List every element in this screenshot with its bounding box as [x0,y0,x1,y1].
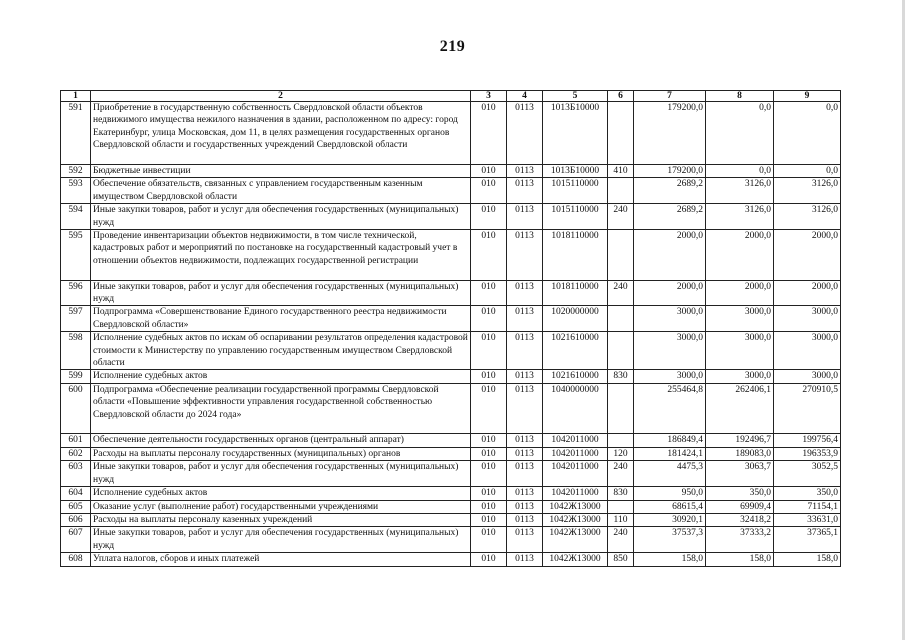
amount-year2-cell: 262406,1 [706,383,774,434]
amount-year3-cell: 3052,5 [774,461,841,487]
column-header: 8 [706,91,774,102]
row-name-cell: Расходы на выплаты персоналу государственных (муниципальных) органов [91,447,471,460]
section-code-cell: 0113 [507,178,543,204]
section-code-cell: 0113 [507,447,543,460]
amount-year3-cell: 3000,0 [774,332,841,370]
amount-year2-cell: 158,0 [706,553,774,566]
ministry-code-cell: 010 [471,332,507,370]
ministry-code-cell: 010 [471,165,507,178]
table-row [61,230,841,281]
target-article-cell: 1013Б10000 [543,165,608,178]
target-article-cell: 1013Б10000 [543,102,608,165]
row-name-cell: Иные закупки товаров, работ и услуг для обеспечения государственных (муниципальных) нужд [91,527,471,553]
row-name-cell: Приобретение в государственную собственность Свердловской области объектов недвижимого имущества нежилого назначения в здании, расположенном по адресу: город Екатеринбург, улица Московская, дом 11, в целях размещения государственных органов Свердловской области и государственных учреждений Свердловской области [91,102,471,165]
row-number-cell: 592 [61,165,91,178]
amount-year3-cell: 2000,0 [774,230,841,281]
table-row [61,280,841,306]
amount-year3-cell: 71154,1 [774,500,841,513]
section-code-cell: 0113 [507,383,543,434]
section-code-cell: 0113 [507,513,543,526]
ministry-code-cell: 010 [471,306,507,332]
ministry-code-cell: 010 [471,461,507,487]
row-name-cell: Бюджетные инвестиции [91,165,471,178]
amount-year3-cell: 0,0 [774,102,841,165]
ministry-code-cell: 010 [471,280,507,306]
table-row [61,500,841,513]
amount-year3-cell: 3000,0 [774,370,841,383]
table-row [61,553,841,566]
row-number-cell: 603 [61,461,91,487]
amount-year3-cell: 196353,9 [774,447,841,460]
row-number-cell: 593 [61,178,91,204]
expense-type-cell: 240 [608,204,634,230]
amount-year3-cell: 158,0 [774,553,841,566]
expense-type-cell [608,500,634,513]
amount-year2-cell: 192496,7 [706,434,774,447]
row-name-cell: Исполнение судебных актов по искам об оспаривании результатов определения кадастровой стоимости к Министерству по управлению государственным имуществом Свердловской области [91,332,471,370]
expense-type-cell [608,306,634,332]
amount-year1-cell: 2689,2 [634,204,706,230]
section-code-cell: 0113 [507,487,543,500]
budget-table [60,90,841,567]
amount-year1-cell: 255464,8 [634,383,706,434]
ministry-code-cell: 010 [471,434,507,447]
row-name-cell: Оказание услуг (выполнение работ) государственными учреждениями [91,500,471,513]
expense-type-cell: 830 [608,487,634,500]
expense-type-cell [608,383,634,434]
expense-type-cell [608,178,634,204]
ministry-code-cell: 010 [471,370,507,383]
section-code-cell: 0113 [507,280,543,306]
row-number-cell: 600 [61,383,91,434]
amount-year2-cell: 0,0 [706,165,774,178]
row-name-cell: Обеспечение обязательств, связанных с управлением государственным казенным имуществом Свердловской области [91,178,471,204]
amount-year2-cell: 2000,0 [706,280,774,306]
target-article-cell: 1042Ж13000 [543,527,608,553]
amount-year2-cell: 3126,0 [706,204,774,230]
amount-year2-cell: 3000,0 [706,306,774,332]
amount-year1-cell: 68615,4 [634,500,706,513]
ministry-code-cell: 010 [471,487,507,500]
row-name-cell: Иные закупки товаров, работ и услуг для обеспечения государственных (муниципальных) нужд [91,280,471,306]
column-header: 4 [507,91,543,102]
expense-type-cell: 240 [608,461,634,487]
row-number-cell: 605 [61,500,91,513]
ministry-code-cell: 010 [471,230,507,281]
expense-type-cell: 110 [608,513,634,526]
ministry-code-cell: 010 [471,527,507,553]
column-header: 2 [91,91,471,102]
ministry-code-cell: 010 [471,204,507,230]
table-row [61,447,841,460]
ministry-code-cell: 010 [471,513,507,526]
row-name-cell: Иные закупки товаров, работ и услуг для обеспечения государственных (муниципальных) нужд [91,461,471,487]
section-code-cell: 0113 [507,306,543,332]
amount-year1-cell: 179200,0 [634,102,706,165]
section-code-cell: 0113 [507,204,543,230]
target-article-cell: 1042Ж13000 [543,553,608,566]
amount-year2-cell: 3063,7 [706,461,774,487]
ministry-code-cell: 010 [471,178,507,204]
section-code-cell: 0113 [507,165,543,178]
column-header: 3 [471,91,507,102]
target-article-cell: 1042Ж13000 [543,500,608,513]
row-name-cell: Уплата налогов, сборов и иных платежей [91,553,471,566]
amount-year1-cell: 186849,4 [634,434,706,447]
amount-year3-cell: 199756,4 [774,434,841,447]
amount-year1-cell: 2689,2 [634,178,706,204]
amount-year1-cell: 3000,0 [634,306,706,332]
target-article-cell: 1042011000 [543,447,608,460]
row-name-cell: Расходы на выплаты персоналу казенных учреждений [91,513,471,526]
expense-type-cell: 830 [608,370,634,383]
section-code-cell: 0113 [507,370,543,383]
ministry-code-cell: 010 [471,500,507,513]
amount-year1-cell: 30920,1 [634,513,706,526]
table-row [61,178,841,204]
row-name-cell: Исполнение судебных актов [91,487,471,500]
amount-year1-cell: 3000,0 [634,370,706,383]
target-article-cell: 1018110000 [543,230,608,281]
amount-year3-cell: 2000,0 [774,280,841,306]
amount-year3-cell: 37365,1 [774,527,841,553]
amount-year1-cell: 37537,3 [634,527,706,553]
row-number-cell: 591 [61,102,91,165]
amount-year1-cell: 158,0 [634,553,706,566]
column-header: 7 [634,91,706,102]
amount-year1-cell: 179200,0 [634,165,706,178]
row-number-cell: 595 [61,230,91,281]
amount-year1-cell: 3000,0 [634,332,706,370]
table-row [61,513,841,526]
amount-year3-cell: 33631,0 [774,513,841,526]
section-code-cell: 0113 [507,230,543,281]
amount-year2-cell: 32418,2 [706,513,774,526]
amount-year1-cell: 2000,0 [634,230,706,281]
column-header: 6 [608,91,634,102]
target-article-cell: 1042Ж13000 [543,513,608,526]
column-header: 5 [543,91,608,102]
amount-year2-cell: 2000,0 [706,230,774,281]
amount-year2-cell: 3000,0 [706,332,774,370]
target-article-cell: 1042011000 [543,461,608,487]
amount-year2-cell: 350,0 [706,487,774,500]
row-number-cell: 601 [61,434,91,447]
amount-year1-cell: 181424,1 [634,447,706,460]
ministry-code-cell: 010 [471,553,507,566]
target-article-cell: 1021610000 [543,332,608,370]
column-header: 9 [774,91,841,102]
row-name-cell: Подпрограмма «Совершенствование Единого государственного реестра недвижимости Свердловской области» [91,306,471,332]
row-number-cell: 606 [61,513,91,526]
expense-type-cell [608,102,634,165]
expense-type-cell: 240 [608,280,634,306]
table-row [61,165,841,178]
target-article-cell: 1015110000 [543,178,608,204]
table-row [61,332,841,370]
row-name-cell: Подпрограмма «Обеспечение реализации государственной программы Свердловской области «Повышение эффективности управления государственной собственностью Свердловской области до 2024 года» [91,383,471,434]
amount-year2-cell: 0,0 [706,102,774,165]
row-number-cell: 594 [61,204,91,230]
table-row [61,306,841,332]
target-article-cell: 1042011000 [543,487,608,500]
page-number: 219 [439,38,466,55]
section-code-cell: 0113 [507,102,543,165]
row-number-cell: 604 [61,487,91,500]
row-number-cell: 598 [61,332,91,370]
section-code-cell: 0113 [507,332,543,370]
row-number-cell: 602 [61,447,91,460]
row-number-cell: 599 [61,370,91,383]
expense-type-cell [608,434,634,447]
table-body [61,102,841,567]
amount-year1-cell: 4475,3 [634,461,706,487]
row-name-cell: Проведение инвентаризации объектов недвижимости, в том числе технической, кадастровых работ и мероприятий по постановке на государственный кадастровый учет в отношении объектов недвижимости, подлежащих государственной регистрации [91,230,471,281]
table-row [61,383,841,434]
amount-year2-cell: 3000,0 [706,370,774,383]
table-header-row [61,91,841,102]
expense-type-cell: 240 [608,527,634,553]
row-name-cell: Иные закупки товаров, работ и услуг для обеспечения государственных (муниципальных) нужд [91,204,471,230]
target-article-cell: 1040000000 [543,383,608,434]
expense-type-cell: 410 [608,165,634,178]
section-code-cell: 0113 [507,461,543,487]
table-row [61,461,841,487]
amount-year2-cell: 189083,0 [706,447,774,460]
table-row [61,527,841,553]
amount-year3-cell: 3126,0 [774,204,841,230]
amount-year3-cell: 350,0 [774,487,841,500]
row-number-cell: 597 [61,306,91,332]
expense-type-cell: 120 [608,447,634,460]
target-article-cell: 1015110000 [543,204,608,230]
amount-year2-cell: 37333,2 [706,527,774,553]
amount-year3-cell: 3126,0 [774,178,841,204]
ministry-code-cell: 010 [471,447,507,460]
row-number-cell: 596 [61,280,91,306]
amount-year1-cell: 950,0 [634,487,706,500]
expense-type-cell: 850 [608,553,634,566]
ministry-code-cell: 010 [471,102,507,165]
section-code-cell: 0113 [507,500,543,513]
expense-type-cell [608,332,634,370]
section-code-cell: 0113 [507,527,543,553]
amount-year3-cell: 3000,0 [774,306,841,332]
table-row [61,102,841,165]
row-name-cell: Исполнение судебных актов [91,370,471,383]
amount-year3-cell: 270910,5 [774,383,841,434]
amount-year3-cell: 0,0 [774,165,841,178]
row-number-cell: 608 [61,553,91,566]
column-header: 1 [61,91,91,102]
row-number-cell: 607 [61,527,91,553]
amount-year1-cell: 2000,0 [634,280,706,306]
section-code-cell: 0113 [507,434,543,447]
table-row [61,487,841,500]
target-article-cell: 1042011000 [543,434,608,447]
table-row [61,370,841,383]
section-code-cell: 0113 [507,553,543,566]
table-row [61,434,841,447]
amount-year2-cell: 3126,0 [706,178,774,204]
target-article-cell: 1021610000 [543,370,608,383]
amount-year2-cell: 69909,4 [706,500,774,513]
row-name-cell: Обеспечение деятельности государственных органов (центральный аппарат) [91,434,471,447]
table-row [61,204,841,230]
target-article-cell: 1018110000 [543,280,608,306]
expense-type-cell [608,230,634,281]
ministry-code-cell: 010 [471,383,507,434]
target-article-cell: 1020000000 [543,306,608,332]
